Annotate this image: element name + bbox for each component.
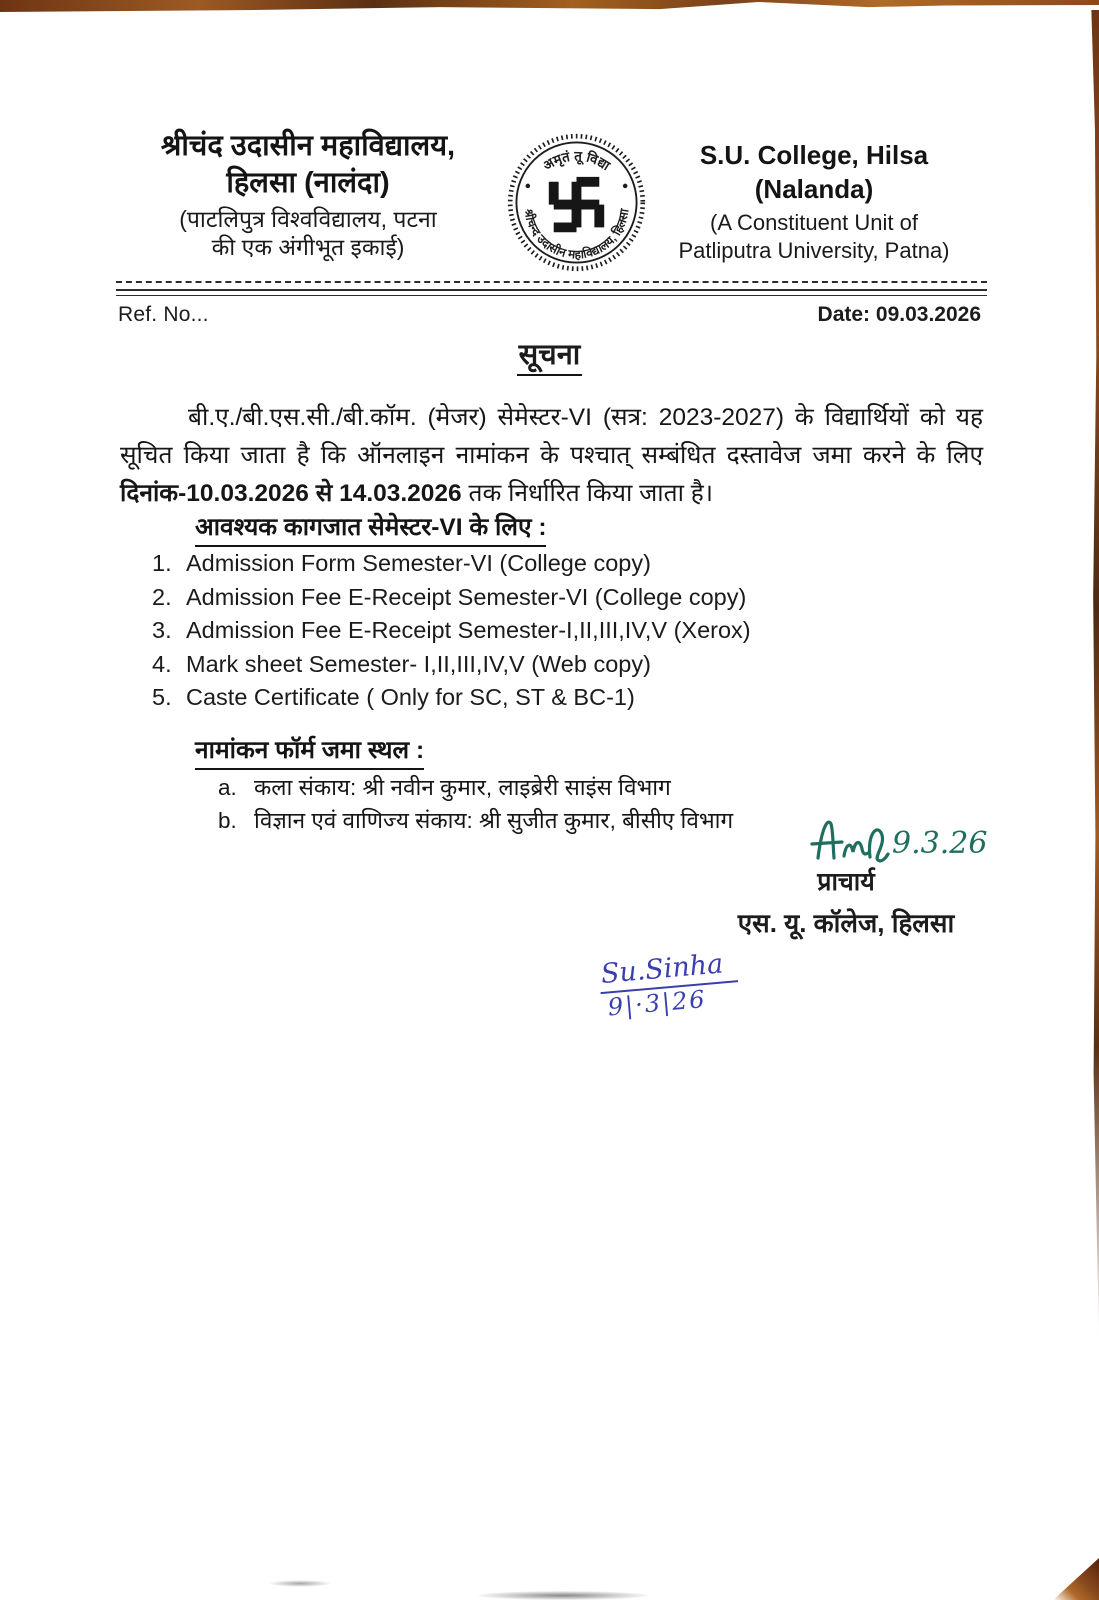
list-item-text: Admission Fee E-Receipt Semester-VI (College copy): [186, 583, 747, 610]
wood-table-corner-bottom-right: [1053, 1558, 1099, 1600]
list-item-text: Admission Form Semester-VI (College copy): [186, 550, 651, 576]
swastika-icon: [554, 182, 600, 228]
wood-table-edge-top: [0, 0, 1099, 13]
notice-body-paragraph: [120, 399, 983, 513]
letterhead: [112, 128, 979, 280]
list-item-text: विज्ञान एवं वाणिज्य संकाय: श्री सुजीत कुमार, बीसीए विभाग: [254, 808, 734, 833]
dashed-separator: [116, 281, 987, 283]
college-name-english-line2: (Nalanda): [754, 174, 874, 205]
college-affiliation-english-line2: Patliputra University, Patna): [678, 238, 950, 264]
handwritten-note-date: 9|·3|26: [606, 984, 708, 1022]
notice-title-wrap: [0, 334, 1099, 376]
list-item-letter: a.: [218, 775, 237, 800]
college-seal-emblem: [504, 130, 649, 275]
college-affiliation-english-line1: (A Constituent Unit of: [710, 209, 918, 235]
college-name-english: [649, 128, 979, 266]
list-item-letter: b.: [218, 808, 237, 833]
list-item-number: 3.: [152, 617, 172, 643]
college-name-hindi-line1: श्रीचंद उदासीन महाविद्यालय,: [160, 130, 456, 162]
college-name-hindi: [112, 128, 504, 261]
seal-dot-left: [526, 184, 531, 189]
ref-no-label: Ref. No...: [118, 303, 209, 326]
scan-smudge: [268, 1580, 332, 1587]
list-item-number: 1.: [152, 550, 172, 576]
handwritten-note: [598, 941, 813, 1022]
signatory-college: एस. यू. कॉलेज, हिलसा: [737, 908, 955, 938]
notice-body-end: तक निर्धारित किया जाता है।: [461, 479, 714, 507]
college-name-hindi-line2: हिलसा (नालंदा): [226, 167, 390, 200]
seal-motto-text: अमृतं तू विद्या: [540, 148, 613, 174]
list-item-text: Mark sheet Semester- I,II,III,IV,V (Web copy): [186, 650, 651, 677]
list-item-text: Caste Certificate ( Only for SC, ST & BC-1): [186, 684, 635, 710]
scan-smudge: [478, 1591, 648, 1600]
reference-row: [118, 303, 981, 327]
list-item-number: 4.: [152, 650, 172, 677]
list-item: [152, 547, 979, 581]
required-documents-heading: आवश्यक कागजात सेमेस्टर-VI के लिए :: [195, 510, 546, 547]
required-documents-list: [152, 547, 979, 715]
list-item-number: 2.: [152, 583, 172, 610]
list-item: [152, 681, 979, 715]
notice-body-start: बी.ए./बी.एस.सी./बी.कॉम. (मेजर) सेमेस्टर-VI (सत्र: 2023-2027) के विद्यार्थियों को यह सूचित किया जाता है कि ऑनलाइन नामांकन के पश्चात् सम्बंधित दस्तावेज जमा करने के लिए: [120, 403, 983, 469]
list-item-number: 5.: [152, 684, 172, 710]
principal-signature-scribble: [808, 812, 993, 864]
list-item-text: Admission Fee E-Receipt Semester-I,II,III,IV,V (Xerox): [186, 617, 751, 643]
list-item: [152, 614, 979, 648]
list-item: [152, 581, 979, 615]
list-item-text: कला संकाय: श्री नवीन कुमार, लाइब्रेरी साइंस विभाग: [254, 775, 671, 800]
list-item: [218, 771, 979, 804]
notice-date-range: दिनांक-10.03.2026 से 14.03.2026: [120, 479, 462, 507]
wood-table-edge-right: [1090, 10, 1099, 1340]
college-affiliation-hindi-line1: (पाटलिपुत्र विश्वविद्यालय, पटना: [179, 206, 437, 233]
list-item: [152, 648, 979, 682]
notice-title: सूचना: [517, 334, 583, 376]
signature-block: [700, 812, 992, 940]
signatory-designation: प्राचार्य: [817, 868, 875, 896]
double-rule-separator: [116, 289, 987, 296]
handwritten-note-name: Su.Sinha: [598, 947, 739, 994]
date-value: Date: 09.03.2026: [817, 303, 981, 326]
signature-handwritten-date: 9.3.26: [892, 826, 988, 861]
seal-college-name-text: श्रीचन्द उदासीन महाविद्यालय, हिलसा: [521, 207, 632, 262]
college-affiliation-hindi-line2: की एक अंगीभूत इकाई): [211, 234, 405, 261]
college-name-english-line1: S.U. College, Hilsa: [699, 140, 929, 170]
seal-dot-right: [623, 184, 628, 189]
submission-location-heading: नामांकन फॉर्म जमा स्थल :: [195, 733, 424, 770]
college-seal: [504, 130, 649, 280]
